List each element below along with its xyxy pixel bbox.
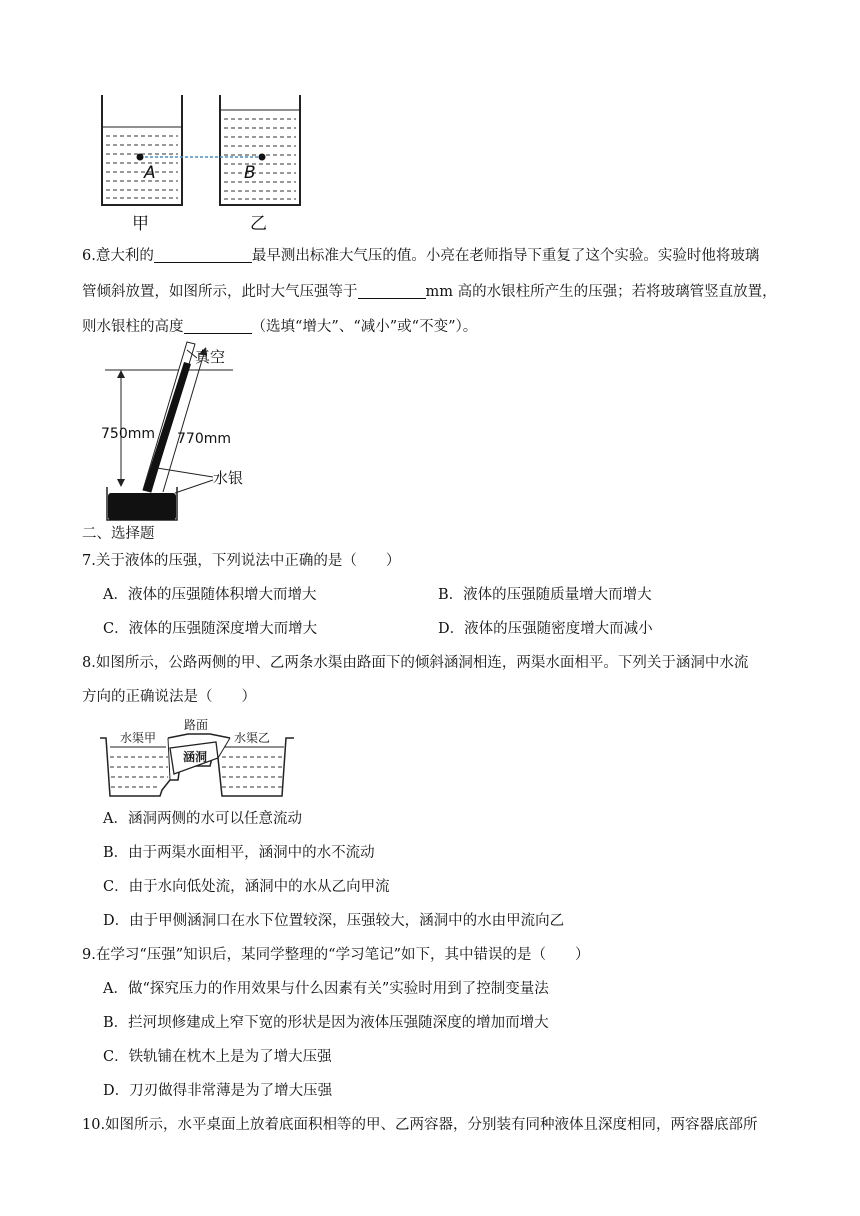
torricelli-figure [95,340,260,525]
q6-blank-2[interactable] [358,282,426,299]
culvert-label: 涵洞 [183,750,208,764]
q8-option-a[interactable]: A．涵洞两侧的水可以任意流动 [103,811,302,827]
caption-jia: 甲 [132,214,149,234]
q9-stem: 9.在学习“压强”知识后，某同学整理的“学习笔记”如下，其中错误的是（ ） [82,947,590,963]
canal-yi-label: 水渠乙 [234,731,271,745]
q6-line2: 管倾斜放置，如图所示，此时大气压强等于 mm 高的水银柱所产生的压强；若将玻璃管竖直放置， [82,284,777,300]
q7-option-a[interactable]: A．液体的压强随体积增大而增大 [103,587,317,603]
q9-option-c[interactable]: C．铁轨铺在枕木上是为了增大压强 [103,1049,332,1065]
q7-option-c[interactable]: C．液体的压强随深度增大而增大 [103,621,318,637]
section-title: 二、选择题 [82,526,155,542]
h750-label: 750mm [101,426,155,442]
q7-option-b[interactable]: B．液体的压强随质量增大而增大 [438,587,652,603]
q7-option-d[interactable]: D．液体的压强随密度增大而减小 [438,621,653,637]
q7-stem: 7.关于液体的压强，下列说法中正确的是（ ） [82,553,401,569]
q6-blank-3[interactable] [184,317,252,334]
q8-option-d[interactable]: D．由于甲侧涵洞口在水下位置较深，压强较大，涵洞中的水由甲流向乙 [103,913,565,929]
q10-stem-line1: 10.如图所示，水平桌面上放着底面积相等的甲、乙两容器，分别装有同种液体且深度相同，两容器底部所 [82,1117,758,1133]
label-b: B [244,163,256,183]
vacuum-label: 真空 [195,348,226,366]
point-b [259,154,266,161]
l770-label: 770mm [177,431,231,447]
q6-line1: 6.意大利的 最早测出标准大气压的值。小亮在老师指导下重复了这个实验。实验时他将玻璃 [82,248,760,264]
caption-yi: 乙 [250,214,267,234]
canal-jia-label: 水渠甲 [120,731,157,745]
q8-stem-line2: 方向的正确说法是（ ） [82,689,256,705]
culvert-figure [98,714,298,806]
label-a: A [144,163,156,183]
q6-line3: 则水银柱的高度 （选填“增大”、“减小”或“不变”）。 [82,319,478,335]
q9-option-b[interactable]: B．拦河坝修建成上窄下宽的形状是因为液体压强随深度的增加而增大 [103,1015,549,1031]
road-label: 路面 [184,718,209,732]
q8-stem-line1: 8.如图所示，公路两侧的甲、乙两条水渠由路面下的倾斜涵洞相连，两渠水面相平。下列关于涵洞中水流 [82,655,749,671]
q9-option-a[interactable]: A．做“探究压力的作用效果与什么因素有关”实验时用到了控制变量法 [103,981,549,997]
q8-option-b[interactable]: B．由于两渠水面相平，涵洞中的水不流动 [103,845,375,861]
containers-figure [90,90,310,235]
mercury-label: 水银 [213,469,244,487]
point-a [137,154,144,161]
q8-option-c[interactable]: C．由于水向低处流，涵洞中的水从乙向甲流 [103,879,390,895]
q9-option-d[interactable]: D．刀刃做得非常薄是为了增大压强 [103,1083,333,1099]
q6-blank-1[interactable] [154,246,252,263]
